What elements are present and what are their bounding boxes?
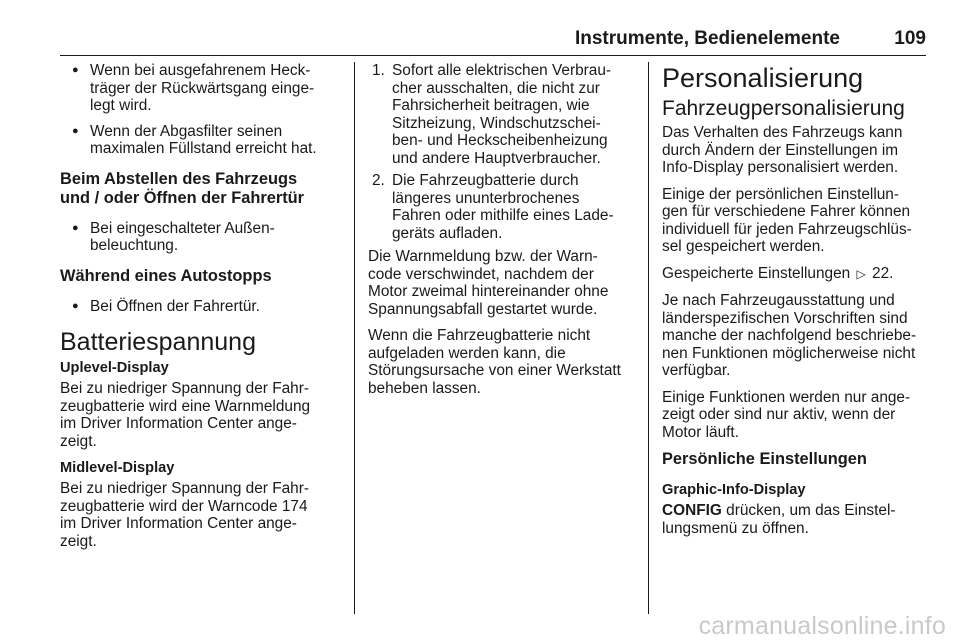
paragraph-uplevel: Bei zu niedriger Spannung der Fahr- zeugbatterie wird eine Warnmeldung im Driver Information Center ange- zeigt. (60, 380, 311, 450)
battery-steps-list (368, 62, 636, 242)
watermark: carmanualsonline.info (698, 612, 946, 640)
heading-persoenliche-einstellungen: Persönliche Einstellungen (662, 450, 867, 468)
paragraph-werkstatt: Wenn die Fahrzeugbatterie nicht aufgeladen werden kann, die Störungsursache von einer Werkstatt beheben lassen. (368, 327, 621, 397)
header-rule (60, 55, 926, 56)
page-number: 109 (894, 28, 926, 49)
label-uplevel-display: Uplevel-Display (60, 360, 169, 376)
column-1 (60, 62, 342, 559)
section-title-personalisierung: Personalisierung (662, 63, 864, 93)
paragraph-warnmeldung: Die Warnmeldung bzw. der Warn- code verschwindet, nachdem der Motor zweimal hintereinander ohne Spannungsabfall gestartet wurde. (368, 248, 609, 318)
list-item: 1. Sofort alle elektrischen Verbrau- cher ausschalten, die nicht zur Fahrsicherheit beitragen, wie Sitzheizung, Windschutzschei- ben- und Heckscheibenheizung und andere Hauptverbraucher. (372, 62, 612, 167)
paragraph-intro: Das Verhalten des Fahrzeugs kann durch Ändern der Einstellungen im Info-Display personalisiert werden. (662, 124, 903, 176)
list-item: ● Wenn bei ausgefahrenem Heck- träger der Rückwärtsgang einge- legt wird. (60, 62, 342, 115)
abstellen-list (60, 220, 342, 255)
column-2 (368, 62, 636, 406)
label-graphic-info-display: Graphic-Info-Display (662, 482, 806, 498)
config-key: CONFIG (662, 502, 722, 519)
page-header (60, 28, 926, 54)
list-item: ● Bei Öffnen der Fahrertür. (60, 298, 342, 316)
warning-conditions-list (60, 62, 342, 158)
paragraph-persoenliche: Einige der persönlichen Einstellun- gen für verschiedene Fahrer können individuell für jeden Fahrzeugschlüs- sel gespeichert werden. (662, 185, 912, 255)
heading-abstellen: Beim Abstellen des Fahrzeugs und / oder Öffnen der Fahrertür (60, 169, 305, 207)
subtitle-fahrzeugpersonalisierung: Fahrzeugpersonalisierung (662, 97, 905, 120)
label-midlevel-display: Midlevel-Display (60, 460, 175, 476)
page-reference-icon: ▷ (856, 266, 866, 281)
paragraph-reference: Gespeicherte Einstellungen ▷ 22. (662, 264, 894, 282)
paragraph-ausstattung: Je nach Fahrzeugausstattung und länderspezifischen Vorschriften sind manche der nachfolgend beschriebe- nen Funktionen möglicherweise nicht verfügbar. (662, 292, 917, 379)
section-title-batteriespannung: Batteriespannung (60, 328, 256, 356)
heading-autostopp: Während eines Autostopps (60, 266, 272, 285)
paragraph-config: CONFIG drücken, um das Einstel- lungsmenü zu öffnen. (662, 502, 896, 537)
list-item: ● Wenn der Abgasfilter seinen maximalen Füllstand erreicht hat. (60, 123, 342, 158)
header-title: Instrumente, Bedienelemente (574, 28, 840, 49)
column-divider-2 (648, 62, 649, 614)
autostopp-list (60, 298, 342, 316)
column-3 (662, 62, 932, 546)
paragraph-midlevel: Bei zu niedriger Spannung der Fahr- zeugbatterie wird der Warncode 174 im Driver Information Center ange- zeigt. (60, 480, 309, 550)
list-item: ● Bei eingeschalteter Außen- beleuchtung. (60, 220, 342, 255)
list-item: 2. Die Fahrzeugbatterie durch längeres ununterbrochenes Fahren oder mithilfe eines Lade- geräts aufladen. (372, 172, 614, 242)
column-divider-1 (354, 62, 355, 614)
paragraph-motor: Einige Funktionen werden nur ange- zeigt oder sind nur aktiv, wenn der Motor läuft. (662, 388, 911, 441)
